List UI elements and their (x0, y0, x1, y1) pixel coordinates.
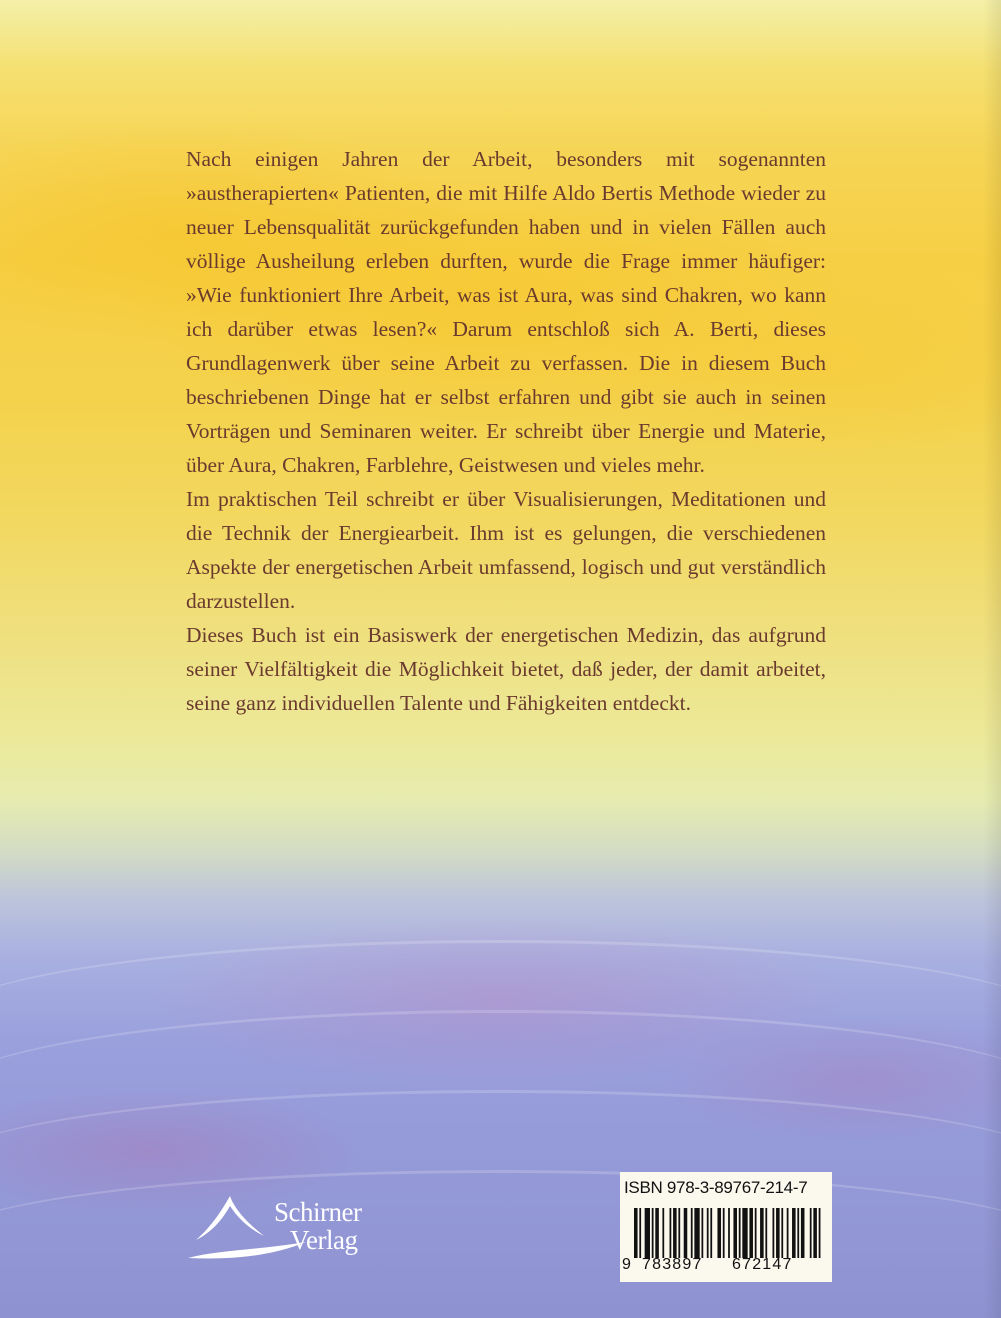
barcode-bar (755, 1208, 757, 1258)
barcode-digits-left: 783897 (642, 1256, 703, 1273)
barcode-bar (749, 1208, 753, 1258)
barcode-bar (684, 1208, 688, 1258)
publisher-logo (188, 1192, 418, 1282)
barcode-bar (797, 1208, 799, 1258)
barcode-bar (742, 1208, 747, 1258)
barcode-bar (717, 1208, 721, 1258)
barcode-bar (694, 1208, 699, 1258)
barcode-bar (707, 1208, 709, 1258)
edge-shadow (983, 0, 1001, 1318)
barcode-bar (810, 1208, 812, 1258)
barcode-digit-lead: 9 (622, 1256, 631, 1273)
barcode-bar (739, 1208, 741, 1258)
barcode-bar (801, 1208, 805, 1258)
barcode-bar (760, 1208, 764, 1258)
decorative-wave (0, 1010, 1001, 1183)
barcode-bar (701, 1208, 703, 1258)
blurb-paragraph-2: Im praktischen Teil schreibt er über Visualisierungen, Meditationen und die Technik der Energiearbeit. Ihm ist es gelungen, die verschiedenen Aspekte der energetischen Arbeit umfassend, logisch und gut verständlich darzustellen. (186, 487, 826, 613)
barcode-bar (652, 1208, 654, 1258)
barcode-bar (710, 1208, 712, 1258)
isbn-label: ISBN 978-3-89767-214-7 (624, 1178, 808, 1197)
barcode-bar (776, 1208, 780, 1258)
barcode-bar (765, 1208, 767, 1258)
isbn-barcode (620, 1172, 832, 1282)
barcode-digits-right: 672147 (732, 1256, 793, 1273)
barcode-bar (781, 1208, 783, 1258)
blurb-paragraph-1: Nach einigen Jahren der Arbeit, besonders mit sogenannten »austherapierten« Patienten, die mit Hilfe Aldo Bertis Methode wieder zu neuer Lebensqualität zurückgefunden haben und in vielen Fällen auch völlige Ausheilung erleben durften, wurde die Frage immer häufiger: »Wie funktioniert Ihre Arbeit, was ist Aura, was sind Chakren, wo kann ich darüber etwas lesen?« Darum entschloß sich A. Berti, dieses Grundlagenwerk über seine Arbeit zu verfassen. Die in diesem Buch beschriebenen Dinge hat er selbst erfahren und gibt sie auch in seinen Vorträgen und Seminaren weiter. Er schreibt über Energie und Materie, über Aura, Chakren, Farblehre, Geistwesen und vieles mehr. (186, 147, 826, 477)
barcode-bar (639, 1208, 641, 1258)
barcode-bar (691, 1208, 693, 1258)
barcode-bar (792, 1208, 796, 1258)
barcode-bar (723, 1208, 725, 1258)
publisher-suffix: Verlag (290, 1225, 358, 1255)
blurb-paragraph-3: Dieses Buch ist ein Basiswerk der energetischen Medizin, das aufgrund seiner Vielfältigkeit die Möglichkeit bietet, daß jeder, der damit arbeitet, seine ganz individuellen Talente und Fähigkeiten entdeckt. (186, 623, 826, 715)
barcode-bar (728, 1208, 730, 1258)
decorative-wave (0, 940, 1001, 1103)
barcode-bar (645, 1208, 650, 1258)
barcode-bars (634, 1208, 824, 1258)
barcode-bar (813, 1208, 817, 1258)
barcode-bar (662, 1208, 664, 1258)
decorative-wave (0, 1170, 1001, 1313)
barcode-bar (673, 1208, 677, 1258)
barcode-bar (655, 1208, 659, 1258)
barcode-bar (733, 1208, 737, 1258)
barcode-bar (819, 1208, 821, 1258)
barcode-bar (787, 1208, 789, 1258)
blurb-text (186, 142, 826, 720)
barcode-bar (678, 1208, 680, 1258)
barcode-bar (670, 1208, 672, 1258)
publisher-name: Schirner (274, 1197, 362, 1227)
decorative-wave (0, 1090, 1001, 1243)
barcode-bar (634, 1208, 638, 1258)
barcode-bar (773, 1208, 775, 1258)
